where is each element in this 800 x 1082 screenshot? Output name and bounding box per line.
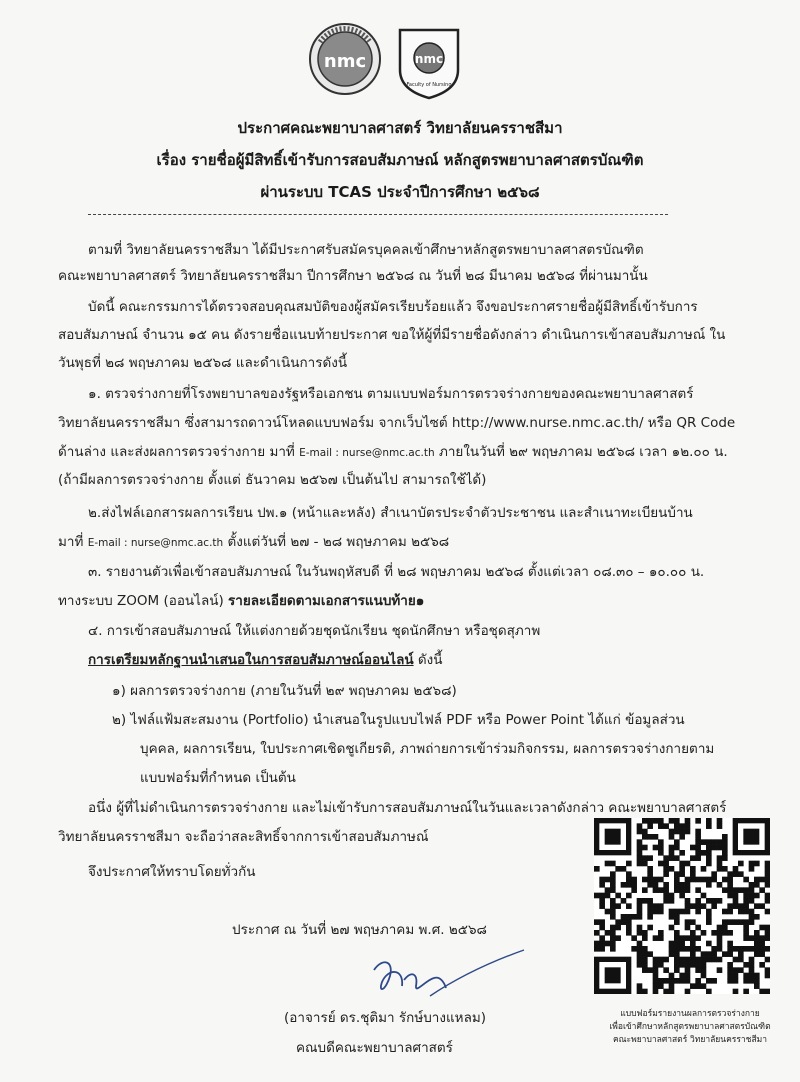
sub-item2-line3: แบบฟอร์มที่กำหนด เป็นต้น [140, 770, 296, 786]
sub-item1: ๑) ผลการตรวจร่างกาย (ภายในวันที่ ๒๙ พฤษภาคม ๒๕๖๘) [112, 683, 457, 699]
para2-line2: สอบสัมภาษณ์ จำนวน ๑๕ คน ดังรายชื่อแนบท้ายประกาศ ขอให้ผู้ที่มีรายชื่อดังกล่าว ดำเนินการเข้าสอบสัมภาษณ์ ใน [58, 327, 726, 343]
announce-date: ประกาศ ณ วันที่ ๒๗ พฤษภาคม พ.ศ. ๒๕๖๘ [232, 922, 487, 938]
email-link[interactable]: E-mail : nurse@nmc.ac.th [299, 447, 435, 459]
prep-heading-suffix: ดังนี้ [417, 652, 443, 668]
item4-line1: ๔. การเข้าสอบสัมภาษณ์ ให้แต่งกายด้วยชุดนักเรียน ชุดนักศึกษา หรือชุดสุภาพ [88, 623, 541, 639]
item2-line2-text: มาที่ [58, 534, 84, 550]
item1-line2: วิทยาลัยนครราชสีมา ซึ่งสามารถดาวน์โหลดแบบฟอร์ม จากเว็บไซต์ http://www.nurse.nmc.ac.th/ หรือ QR Code [58, 415, 736, 431]
svg-text:nmc: nmc [323, 51, 367, 72]
announcement-subject-tcas: ผ่านระบบ TCAS ประจำปีการศึกษา ๒๕๖๘ [260, 183, 540, 201]
college-seal-logo [308, 22, 382, 96]
item3-line2 [58, 589, 424, 611]
attachment-ref: รายละเอียดตามเอกสารแนบท้าย๑ [228, 593, 425, 609]
item1-deadline: ภายในวันที่ ๒๙ พฤษภาคม ๒๕๖๘ เวลา ๑๒.๐๐ น. [438, 444, 728, 460]
qr-caption-line1: แบบฟอร์มรายงานผลการตรวจร่างกาย [620, 1009, 760, 1019]
qr-code[interactable] [594, 818, 770, 994]
qr-caption-line2: เพื่อเข้าศึกษาหลักสูตรพยาบาลศาสตรบัณฑิต [609, 1022, 771, 1032]
signature-image [360, 946, 530, 1012]
para1-line1: ตามที่ วิทยาลัยนครราชสีมา ได้มีประกาศรับสมัครบุคคลเข้าศึกษาหลักสูตรพยาบาลศาสตรบัณฑิต [88, 242, 644, 258]
item2-line1: ๒.ส่งไฟล์เอกสารผลการเรียน ปพ.๑ (หน้าและหลัง) สำเนาบัตรประจำตัวประชาชน และสำเนาทะเบียนบ้าน [88, 505, 693, 521]
item3-line1: ๓. รายงานตัวเพื่อเข้าสอบสัมภาษณ์ ในวันพฤหัสบดี ที่ ๒๘ พฤษภาคม ๒๕๖๘ ตั้งแต่เวลา ๐๘.๓๐ – ๑๐.๐๐ น. [88, 564, 705, 580]
announcement-subject: เรื่อง รายชื่อผู้มีสิทธิ์เข้ารับการสอบสัมภาษณ์ หลักสูตรพยาบาลศาสตรบัณฑิต [156, 151, 644, 169]
sub-item2-line2: บุคคล, ผลการเรียน, ใบประกาศเชิดชูเกียรติ, ภาพถ่ายการเข้าร่วมกิจกรรม, ผลการตรวจร่างกายตาม [140, 741, 715, 757]
announcement-title: ประกาศคณะพยาบาลศาสตร์ วิทยาลัยนครราชสีมา [237, 119, 563, 137]
dashed-divider [88, 214, 668, 215]
item1-line3-text: ด้านล่าง และส่งผลการตรวจร่างกาย มาที่ [58, 444, 295, 460]
notice-line2: วิทยาลัยนครราชสีมา จะถือว่าสละสิทธิ์จากการเข้าสอบสัมภาษณ์ [58, 829, 429, 845]
para2-line3: วันพุธที่ ๒๘ พฤษภาคม ๒๕๖๘ และดำเนินการดังนี้ [58, 355, 348, 371]
item2-line2 [58, 530, 449, 552]
item1-line1: ๑. ตรวจร่างกายที่โรงพยาบาลของรัฐหรือเอกชน ตามแบบฟอร์มการตรวจร่างกายของคณะพยาบาลศาสตร์ [88, 386, 694, 402]
svg-text:nmc: nmc [414, 52, 444, 66]
faculty-emblem-logo [394, 24, 464, 100]
svg-text:Faculty of Nursing: Faculty of Nursing [406, 82, 452, 88]
signatory-position: คณบดีคณะพยาบาลศาสตร์ [296, 1040, 453, 1056]
item2-dates: ตั้งแต่วันที่ ๒๗ - ๒๘ พฤษภาคม ๒๕๖๘ [227, 534, 450, 550]
item1-line4: (ถ้ามีผลการตรวจร่างกาย ตั้งแต่ ธันวาคม ๒๕๖๗ เป็นต้นไป สามารถใช้ได้) [58, 472, 487, 488]
signatory-name: (อาจารย์ ดร.ชุติมา รักษ์บางแหลม) [284, 1010, 487, 1026]
prep-heading-underlined: การเตรียมหลักฐานนำเสนอในการสอบสัมภาษณ์ออนไลน์ [88, 652, 414, 668]
notice-line1: อนึ่ง ผู้ที่ไม่ดำเนินการตรวจร่างกาย และไม่เข้ารับการสอบสัมภาษณ์ในวันและเวลาดังกล่าว คณะพยาบาลศาสตร์ [88, 800, 727, 816]
email-link[interactable]: E-mail : nurse@nmc.ac.th [87, 537, 224, 549]
para2-line1: บัดนี้ คณะกรรมการได้ตรวจสอบคุณสมบัติของผู้สมัครเรียบร้อยแล้ว จึงขอประกาศรายชื่อผู้มีสิทธิ์เข้ารับการ [88, 299, 698, 315]
sub-item2-line1: ๒) ไฟล์แฟ้มสะสมงาน (Portfolio) นำเสนอในรูปแบบไฟล์ PDF หรือ Power Point ได้แก่ ข้อมูลส่วน [112, 712, 685, 728]
item1-line3 [58, 440, 728, 462]
qr-caption [590, 1008, 790, 1047]
prep-heading [88, 648, 442, 670]
closing-line: จึงประกาศให้ทราบโดยทั่วกัน [88, 864, 256, 880]
zoom-text: ทางระบบ ZOOM (ออนไลน์) [58, 593, 224, 609]
qr-caption-line3: คณะพยาบาลศาสตร์ วิทยาลัยนครราชสีมา [612, 1035, 768, 1045]
para1-line2: คณะพยาบาลศาสตร์ วิทยาลัยนครราชสีมา ปีการศึกษา ๒๕๖๘ ณ วันที่ ๒๘ มีนาคม ๒๕๖๘ ที่ผ่านมานั้น [58, 268, 648, 284]
